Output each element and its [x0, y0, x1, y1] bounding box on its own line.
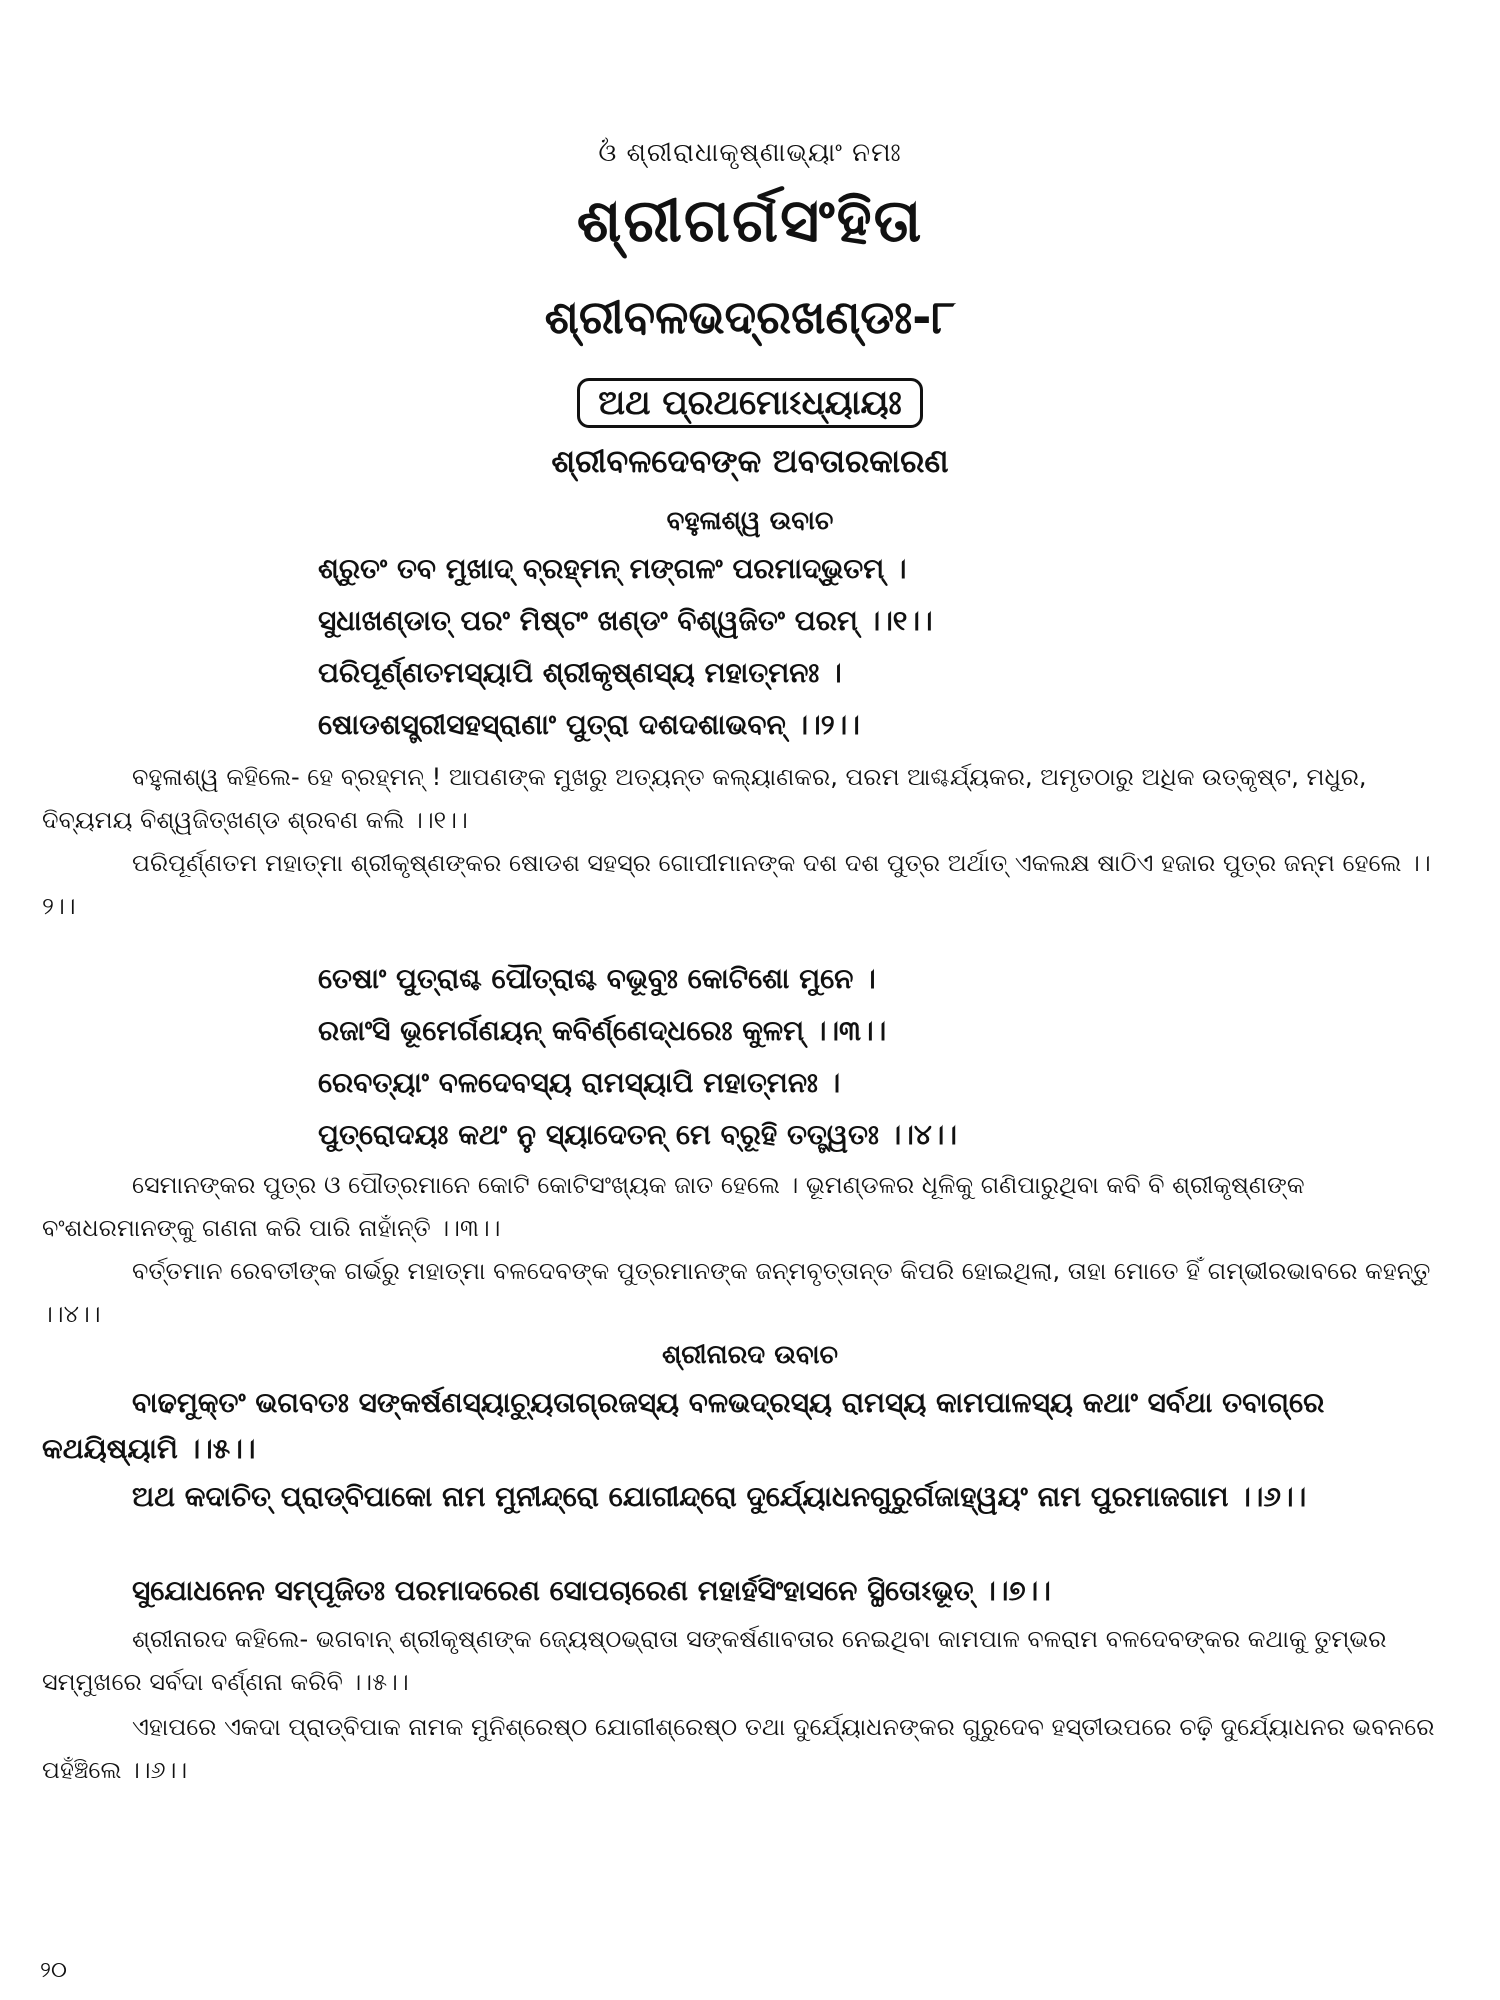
- translation-paragraph: ଶ୍ରୀନାରଦ କହିଲେ- ଭଗବାନ୍ ଶ୍ରୀକୃଷ୍ଣଙ୍କ ଜ୍ୟେଷ୍ଠଭ୍ରାତା ସଙ୍କର୍ଷଣାବତାର ନେଇଥିବା କାମପାଳ ବଳରାମ ବଳଦେବଙ୍କର କଥାକୁ ତୁମ୍ଭର ସମ୍ମୁଖରେ ସର୍ବଦା ବର୍ଣ୍ଣନା କରିବି ।।୫।।: [42, 1625, 1387, 1696]
- verse-line: ସୁଧାଖଣ୍ଡାତ୍ ପରଂ ମିଷ୍ଟଂ ଖଣ୍ଡଂ ବିଶ୍ୱଜିତଂ ପରମ୍ ।।୧।।: [318, 604, 933, 637]
- speaker-narada: ଶ୍ରୀନାରଦ ଉବାଚ: [661, 1340, 839, 1370]
- book-title: ଶ୍ରୀଗର୍ଗସଂହିତା: [576, 186, 924, 256]
- section-title: ଶ୍ରୀବଳଭଦ୍ରଖଣ୍ଡଃ-୮: [544, 290, 956, 344]
- verse-line: ଷୋଡଶସ୍ତ୍ରୀସହସ୍ରାଣାଂ ପୁତ୍ରା ଦଶଦଶାଭବନ୍ ।।୨।।: [318, 708, 860, 741]
- page-number: ୨୦: [40, 1958, 67, 1983]
- translation-paragraph: ସେମାନଙ୍କର ପୁତ୍ର ଓ ପୌତ୍ରମାନେ କୋଟି କୋଟିସଂଖ୍ୟକ ଜାତ ହେଲେ । ଭୂମଣ୍ଡଳର ଧୂଳିକୁ ଗଣିପାରୁଥିବା କବି ବି ଶ୍ରୀକୃଷ୍ଣଙ୍କ ବଂଶଧରମାନଙ୍କୁ ଗଣନା କରି ପାରି ନାହାଁନ୍ତି ।।୩।।: [42, 1171, 1305, 1242]
- invocation-line: ଓଁ ଶ୍ରୀରାଧାକୃଷ୍ଣାଭ୍ୟାଂ ନମଃ: [598, 138, 902, 168]
- translation-paragraph: ବହୁଳାଶ୍ୱ କହିଲେ- ହେ ବ୍ରହ୍ମନ୍ ! ଆପଣଙ୍କ ମୁଖରୁ ଅତ୍ୟନ୍ତ କଲ୍ୟାଣକର, ପରମ ଆଶ୍ଚର୍ଯ୍ୟକର, ଅମୃତଠାରୁ ଅଧିକ ଉତ୍କୃଷ୍ଟ, ମଧୁର, ଦିବ୍ୟମୟ ବିଶ୍ୱଜିତ୍‌ଖଣ୍ଡ ଶ୍ରବଣ କଲି ।।୧।।: [42, 763, 1367, 834]
- translation-paragraph: ପରିପୂର୍ଣ୍ଣତମ ମହାତ୍ମା ଶ୍ରୀକୃଷ୍ଣଙ୍କର ଷୋଡଶ ସହସ୍ର ଗୋପୀମାନଙ୍କ ଦଶ ଦଶ ପୁତ୍ର ଅର୍ଥାତ୍ ଏକଲକ୍ଷ ଷାଠିଏ ହଜାର ପୁତ୍ର ଜନ୍ମ ହେଲେ ।।୨।।: [42, 849, 1431, 920]
- verse-line: ପୁତ୍ରୋଦୟଃ କଥଂ ନୁ ସ୍ୟାଦେତନ୍ ମେ ବ୍ରୂହି ତତ୍ତ୍ୱତଃ ।।୪।।: [318, 1118, 957, 1151]
- translation-paragraph: ବର୍ତ୍ତମାନ ରେବତୀଙ୍କ ଗର୍ଭରୁ ମହାତ୍ମା ବଳଦେବଙ୍କ ପୁତ୍ରମାନଙ୍କ ଜନ୍ମବୃତ୍ତାନ୍ତ କିପରି ହୋଇଥିଲା, ତାହା ମୋତେ ହିଁ ଗମ୍ଭୀରଭାବରେ କହନ୍ତୁ ।।୪।।: [42, 1257, 1431, 1328]
- translation-paragraph: ଏହାପରେ ଏକଦା ପ୍ରାଡ୍‌ବିପାକ ନାମକ ମୁନିଶ୍ରେଷ୍ଠ ଯୋଗୀଶ୍ରେଷ୍ଠ ତଥା ଦୁର୍ଯ୍ୟୋଧନଙ୍କର ଗୁରୁଦେବ ହସ୍ତୀଉପରେ ଚଢ଼ି ଦୁର୍ଯ୍ୟୋଧନର ଭବନରେ ପହଁଞ୍ଚିଲେ ।।୬।।: [42, 1713, 1435, 1784]
- chapter-heading: [0, 378, 1500, 428]
- chapter-topic: ଶ୍ରୀବଳଦେବଙ୍କ ଅବତାରକାରଣ: [551, 442, 949, 480]
- verse-line: ପରିପୂର୍ଣ୍ଣତମସ୍ୟାପି ଶ୍ରୀକୃଷ୍ଣସ୍ୟ ମହାତ୍ମନଃ ।: [318, 656, 842, 689]
- chapter-title-box: ଅଥ ପ୍ରଥମୋଽଧ୍ୟାୟଃ: [577, 378, 923, 428]
- speaker-bahulashva: ବହୁଳାଶ୍ୱ ଉବାଚ: [666, 506, 834, 536]
- verse-line: ରଜାଂସି ଭୂମେର୍ଗଣୟନ୍ କବିର୍ଣ୍ଣେଦ୍ଧରେଃ କୁଳମ୍ ।।୩।।: [318, 1014, 887, 1047]
- verse-line: ରେବତ୍ୟାଂ ବଳଦେବସ୍ୟ ରାମସ୍ୟାପି ମହାତ୍ମନଃ ।: [318, 1066, 841, 1099]
- verse-line: ତେଷାଂ ପୁତ୍ରାଶ୍ଚ ପୌତ୍ରାଶ୍ଚ ବଭୂବୁଃ କୋଟିଶୋ ମୁନେ ।: [318, 962, 876, 995]
- sanskrit-prose-verse: ଅଥ କଦାଚିତ୍ ପ୍ରାଡ୍‌ବିପାକୋ ନାମ ମୁନୀନ୍ଦ୍ରୋ ଯୋଗୀନ୍ଦ୍ରୋ ଦୁର୍ଯ୍ୟୋଧନଗୁରୁର୍ଗଜାହ୍ୱୟଂ ନାମ ପୁରମାଜଗାମ ।।୬।।: [132, 1480, 1307, 1513]
- sanskrit-prose-verse: ସୁଯୋଧନେନ ସମ୍ପୂଜିତଃ ପରମାଦରେଣ ସୋପଚାରେଣ ମହାର୍ହସିଂହାସନେ ସ୍ଥିତୋଽଭୂତ୍ ।।୭।।: [132, 1574, 1051, 1607]
- verse-line: ଶ୍ରୁତଂ ତବ ମୁଖାଦ୍ ବ୍ରହ୍ମନ୍ ମଙ୍ଗଳଂ ପରମାଦ୍ଭୁତମ୍ ।: [318, 552, 907, 585]
- sanskrit-prose-verse: ବାଢମୁକ୍ତଂ ଭଗବତଃ ସଙ୍କର୍ଷଣସ୍ୟାଚ୍ୟୁତାଗ୍ରଜସ୍ୟ ବଳଭଦ୍ରସ୍ୟ ରାମସ୍ୟ କାମପାଳସ୍ୟ କଥାଂ ସର୍ବଥା ତବାଗ୍ରେ କଥୟିଷ୍ୟାମି ।।୫।।: [42, 1386, 1325, 1465]
